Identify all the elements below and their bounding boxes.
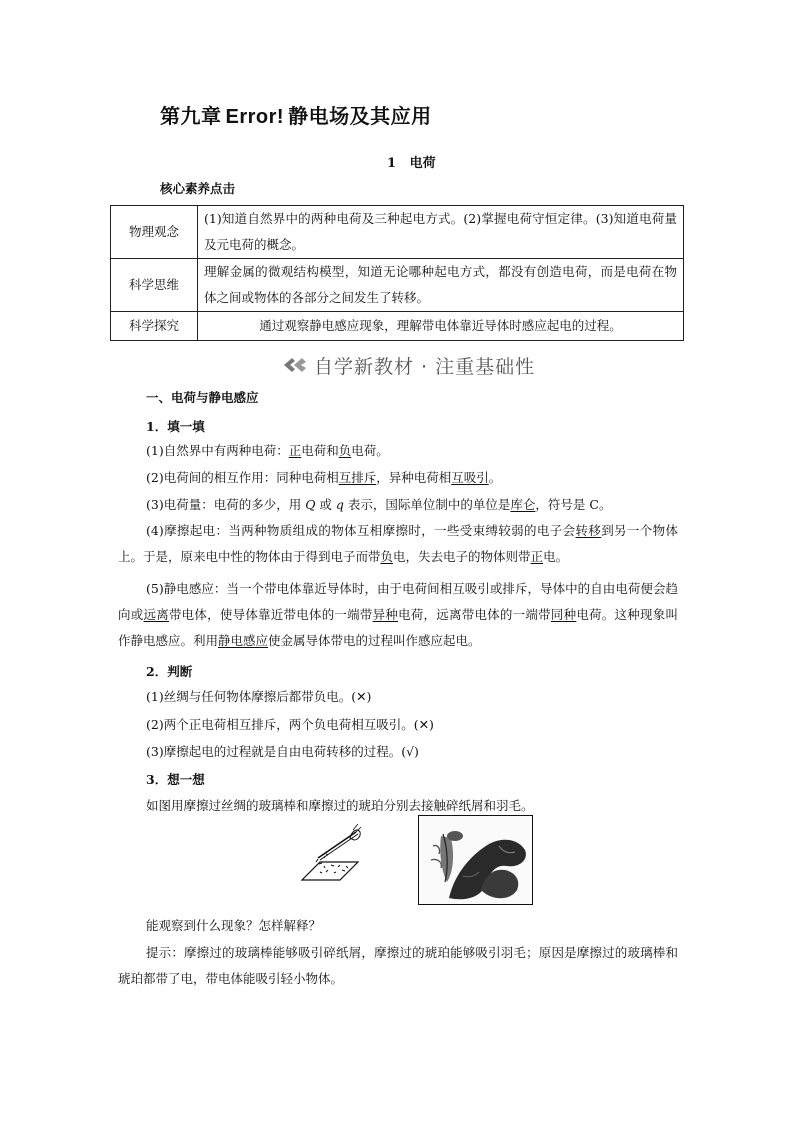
text: ，异种电荷相: [376, 470, 452, 485]
text: 带电体，使导体靠近带电体的一端带: [168, 607, 373, 622]
answer: 正: [288, 443, 302, 458]
chapter-name: 静电场及其应用: [288, 104, 432, 128]
row-label: 科学思维: [111, 259, 198, 312]
amber-feather-photo: [418, 815, 533, 905]
row-content: 通过观察静电感应现象，理解带电体靠近导体时感应起电的过程。: [198, 312, 684, 341]
row-label: 科学探究: [111, 312, 198, 341]
answer: 互排斥: [338, 470, 377, 485]
text: (1)自然界中有两种电荷：: [146, 443, 289, 458]
text: 表示，国际单位制中的单位是: [343, 497, 511, 512]
row-content: 理解金属的微观结构模型，知道无论哪种起电方式，都没有创造电荷，而是电荷在物体之间或物体的各部分之间发生了转移。: [198, 259, 684, 312]
chapter-prefix: 第九章: [160, 104, 222, 128]
text: 使金属导体带电的过程叫作感应起电。: [268, 633, 481, 648]
chapter-error-field: Error!: [225, 106, 285, 128]
symbol: Q: [305, 497, 316, 512]
text: (5)静电感应：当一个带电体靠近导体时，由于电荷间相互吸引或排斥，导体中的自由电荷便会趋向或: [118, 581, 678, 622]
answer: 远离: [143, 607, 169, 622]
answer: 库仑: [510, 497, 536, 512]
text: 电荷。这种现象叫作静电感应。利用: [118, 607, 678, 648]
text: ，符号是 C。: [535, 497, 612, 512]
judge-heading: 2．判断: [146, 664, 193, 679]
text: 电，失去电子的物体则带: [393, 549, 531, 564]
banner-logo-icon: [282, 356, 308, 374]
row-content: (1)知道自然界中的两种电荷及三种起电方式。(2)掌握电荷守恒定律。(3)知道电荷量及元电荷的概念。: [198, 206, 684, 259]
answer: 静电感应: [218, 633, 269, 648]
judge-item-1: (1)丝绸与任何物体摩擦后都带负电。(✕): [146, 689, 372, 704]
text: 电荷。: [351, 443, 389, 458]
fill-item-2: [146, 469, 501, 487]
text: 电。: [543, 549, 569, 564]
table-row: [111, 312, 684, 341]
think-heading: 3．想一想: [146, 772, 205, 787]
hint-label: 提示：: [146, 945, 185, 960]
row-label: 物理观念: [111, 206, 198, 259]
hint-text: 摩擦过的玻璃棒能够吸引碎纸屑，摩擦过的琥珀能够吸引羽毛；原因是摩擦过的玻璃棒和琥珀都带了电，带电体能吸引轻小物体。: [118, 945, 678, 986]
think-hint: [118, 940, 678, 992]
answer: 转移: [575, 523, 602, 538]
text: (4)摩擦起电：当两种物质组成的物体互相摩擦时，一些受束缚较弱的电子会: [146, 523, 576, 538]
answer: 同种: [550, 607, 577, 622]
section-title: 1 电荷: [387, 156, 436, 171]
fill-item-3: [146, 496, 611, 514]
amber-feather-image: [419, 816, 532, 904]
think-question: 能观察到什么现象？怎样解释？: [146, 918, 322, 933]
text: 到另一个物体上。于是，原来电中性的物体由于得到电子而带: [118, 523, 678, 564]
answer: 互吸引: [451, 470, 489, 485]
symbol: q: [335, 497, 344, 512]
table-row: [111, 206, 684, 259]
fill-item-1: [146, 442, 389, 460]
text: 或: [315, 497, 336, 512]
fill-heading: 1．填一填: [146, 419, 205, 434]
fill-item-5: [118, 576, 678, 654]
core-literacy-table: [110, 205, 684, 341]
core-literacy-label: 核心素养点击: [160, 181, 236, 196]
chapter-title: [160, 100, 432, 129]
judge-item-3: (3)摩擦起电的过程就是自由电荷转移的过程。(√): [146, 744, 419, 759]
text: 。: [488, 470, 502, 485]
think-intro: 如图用摩擦过丝绸的玻璃棒和摩擦过的琥珀分别去接触碎纸屑和羽毛。: [146, 798, 534, 813]
text: (3)电荷量：电荷的多少，用: [146, 497, 306, 512]
text: 电荷和: [301, 443, 339, 458]
fill-item-4: [118, 518, 678, 570]
answer: 异种: [372, 607, 399, 622]
table-row: [111, 259, 684, 312]
judge-item-2: (2)两个正电荷相互排斥，两个负电荷相互吸引。(✕): [146, 717, 434, 732]
answer: 负: [338, 443, 352, 458]
glass-rod-paper-figure: [298, 818, 362, 892]
answer: 正: [530, 549, 544, 564]
answer: 负: [380, 549, 394, 564]
text: (2)电荷间的相互作用：同种电荷相: [146, 470, 339, 485]
text: 电荷，远离带电体的一端带: [398, 607, 551, 622]
banner-text: 自学新教材 · 注重基础性: [314, 355, 536, 378]
part-heading: 一、电荷与静电感应: [146, 390, 259, 405]
section-banner: [282, 353, 535, 377]
